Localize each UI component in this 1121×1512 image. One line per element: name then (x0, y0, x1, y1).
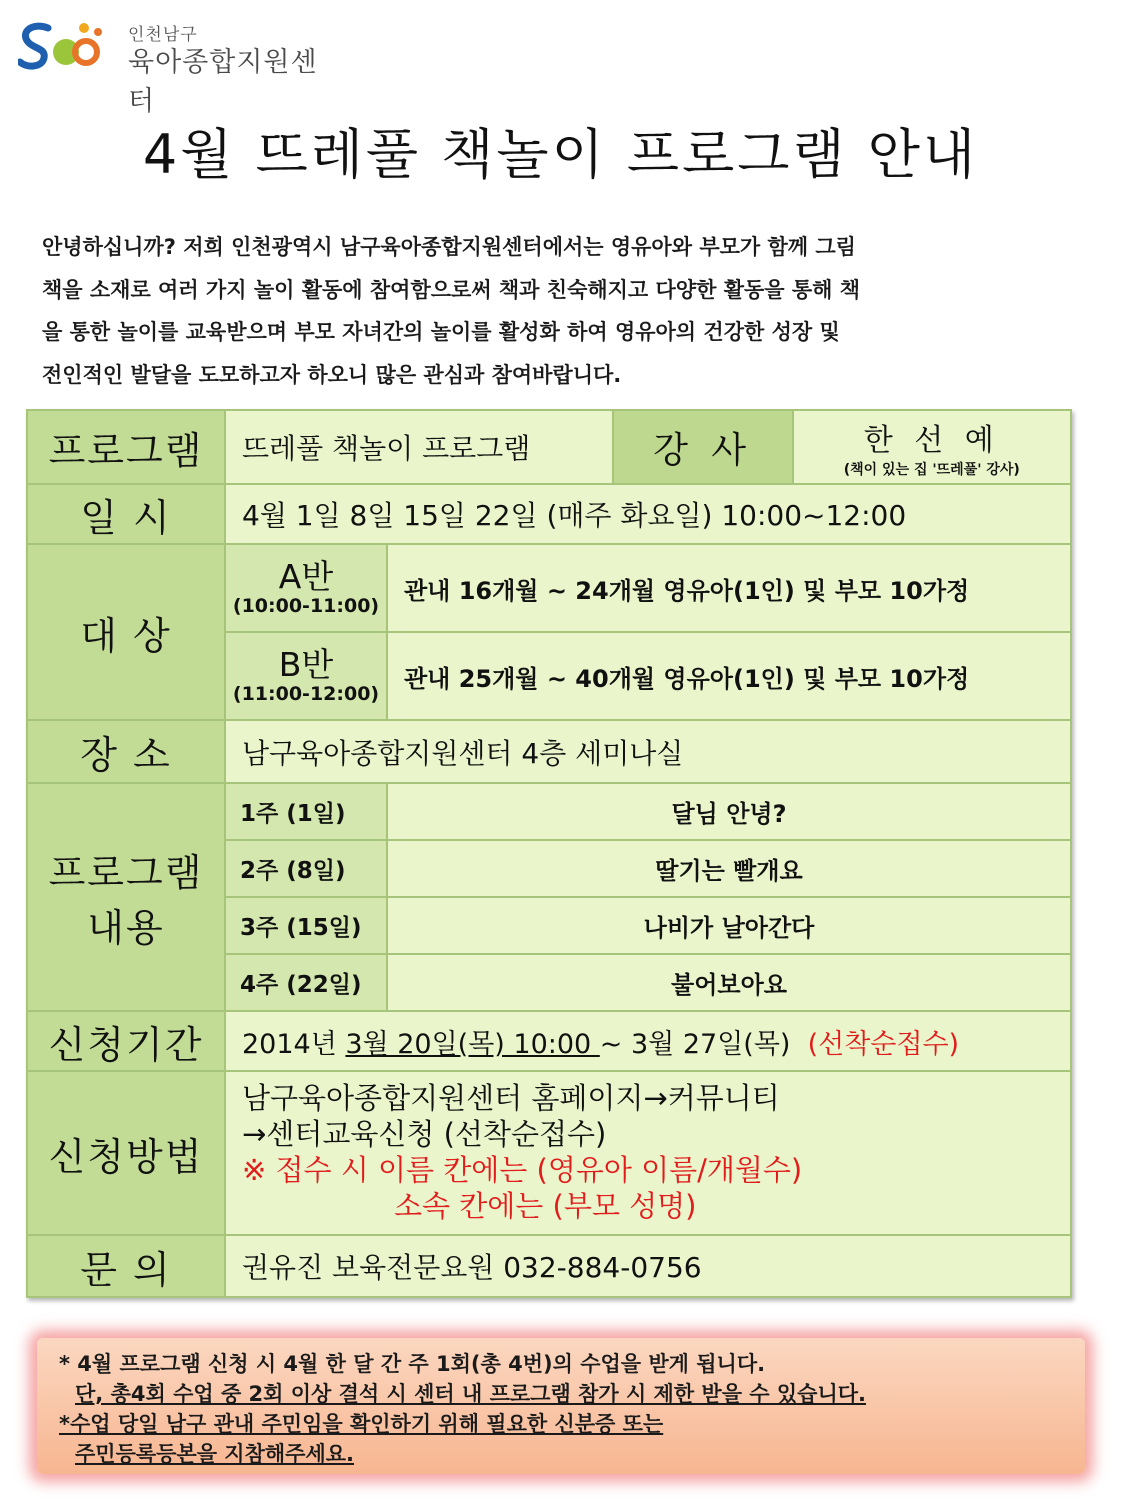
contact-value: 권유진 보육전문요원 032-884-0756 (225, 1235, 1071, 1297)
notice-line: 주민등록등본을 지참해주세요. (75, 1442, 355, 1466)
week-label: 2주 (8일) (225, 840, 387, 897)
method-line: 남구육아종합지원센터 홈페이지→커뮤니티 (242, 1081, 780, 1115)
instructor-label: 강 사 (613, 410, 793, 484)
period-year: 2014년 (242, 1028, 346, 1060)
row-target-a (27, 544, 1071, 632)
week-label: 3주 (15일) (225, 897, 387, 954)
place-value: 남구육아종합지원센터 4층 세미나실 (225, 720, 1071, 783)
method-value (225, 1071, 1071, 1235)
row-contact (27, 1235, 1071, 1297)
row-program (27, 410, 1071, 484)
week-title: 달님 안녕? (387, 783, 1071, 840)
intro-line: 안녕하십니까? 저희 인천광역시 남구육아종합지원센터에서는 영유아와 부모가 함께 그림 (42, 235, 856, 259)
logo-mark-icon (18, 18, 108, 74)
week-label: 1주 (1일) (225, 783, 387, 840)
contact-label: 문 의 (27, 1235, 225, 1297)
row-date (27, 484, 1071, 544)
method-note-line: ※ 접수 시 이름 칸에는 (영유아 이름/개월수) (242, 1153, 803, 1187)
method-label: 신청방법 (27, 1071, 225, 1235)
period-start: 3월 20일(목) 10:00 (345, 1028, 600, 1060)
logo-subtitle: 인천남구 (128, 25, 198, 45)
instructor-note: (책이 있는 집 '뜨레풀' 강사) (843, 462, 1020, 478)
period-value (225, 1011, 1071, 1071)
class-a-name: A반 (278, 557, 334, 596)
intro-paragraph (42, 226, 1058, 396)
class-b-desc: 관내 25개월 ~ 40개월 영유아(1인) 및 부모 10가정 (387, 632, 1071, 720)
class-b-cell (225, 632, 387, 720)
week-title: 딸기는 빨개요 (387, 840, 1071, 897)
notice-line: *수업 당일 남구 관내 주민임을 확인하기 위해 필요한 신분증 또는 (59, 1412, 664, 1436)
class-b-name: B반 (278, 645, 334, 684)
class-b-time: (11:00-12:00) (232, 683, 380, 705)
row-method (27, 1071, 1071, 1235)
period-end: ~ 3월 27일(목) (599, 1028, 791, 1060)
date-value: 4월 1일 8일 15일 22일 (매주 화요일) 10:00~12:00 (225, 484, 1071, 544)
period-note: (선착순접수) (807, 1028, 960, 1060)
row-period (27, 1011, 1071, 1071)
intro-line: 책을 소재로 여러 가지 놀이 활동에 참여함으로써 책과 친숙해지고 다양한 활동을 통해 책 (42, 277, 861, 302)
page-title: 4월 뜨레풀 책놀이 프로그램 안내 (142, 123, 979, 186)
content-label (27, 783, 225, 1011)
program-value: 뜨레풀 책놀이 프로그램 (225, 410, 613, 484)
notice-line: * 4월 프로그램 신청 시 4월 한 달 간 주 1회(총 4번)의 수업을 받게 됩니다. (59, 1352, 766, 1376)
method-line: →센터교육신청 (선착순접수) (242, 1117, 607, 1151)
week-label: 4주 (22일) (225, 954, 387, 1011)
program-label: 프로그램 (27, 410, 225, 484)
logo-title: 육아종합지원센터 (128, 47, 318, 117)
date-label: 일 시 (27, 484, 225, 544)
method-note-line: 소속 칸에는 (부모 성명) (394, 1189, 697, 1223)
place-label: 장 소 (27, 720, 225, 783)
week-title: 불어보아요 (387, 954, 1071, 1011)
intro-line: 을 통한 놀이를 교육받으며 부모 자녀간의 놀이를 활성화 하여 영유아의 건강한 성장 및 (42, 320, 840, 344)
logo (18, 14, 338, 117)
class-a-desc: 관내 16개월 ~ 24개월 영유아(1인) 및 부모 10가정 (387, 544, 1071, 632)
target-label: 대 상 (27, 544, 225, 720)
week-title: 나비가 날아간다 (387, 897, 1071, 954)
content-label-line-1: 프로그램 (48, 851, 204, 895)
program-info-table (26, 409, 1072, 1298)
instructor-cell (793, 410, 1071, 484)
row-week-1 (27, 783, 1071, 840)
class-a-time: (10:00-11:00) (232, 595, 380, 617)
row-place (27, 720, 1071, 783)
instructor-name: 한 선 예 (863, 423, 1000, 458)
class-a-cell (225, 544, 387, 632)
intro-line: 전인적인 발달을 도모하고자 하오니 많은 관심과 참여바랍니다. (42, 362, 622, 387)
notice-line: 단, 총4회 수업 중 2회 이상 결석 시 센터 내 프로그램 참가 시 제한 받을 수 있습니다. (75, 1382, 867, 1406)
notice-box (37, 1338, 1085, 1474)
period-label: 신청기간 (27, 1011, 225, 1071)
content-label-line-2: 내용 (87, 906, 165, 950)
